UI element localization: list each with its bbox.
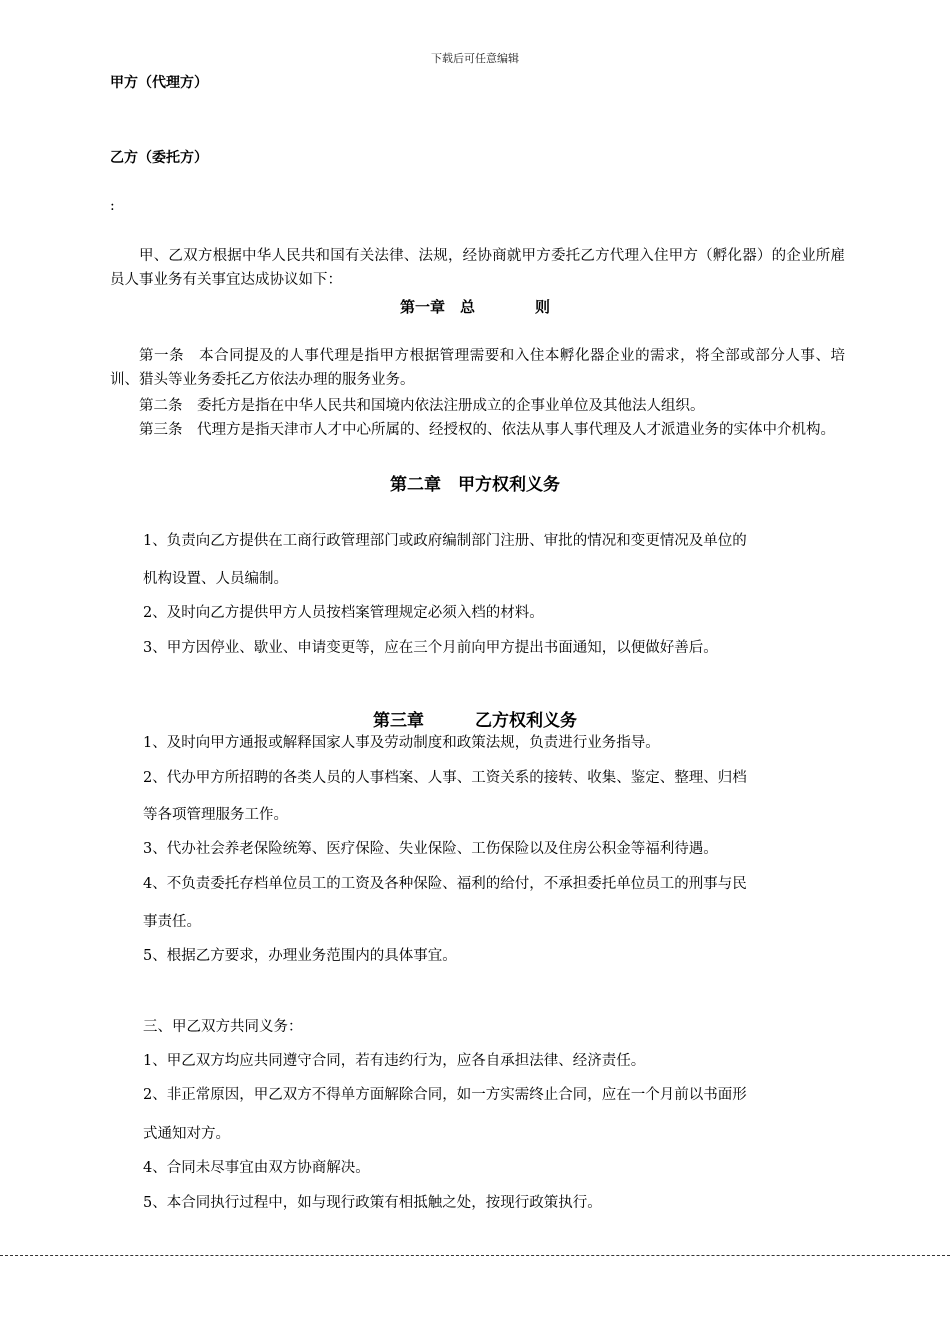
chapter-3-item: 1、及时向甲方通报或解释国家人事及劳动制度和政策法规，负责进行业务指导。: [143, 735, 660, 751]
chapter-3-title: 第三章 乙方权利义务: [373, 711, 577, 731]
section-3-item: 5、本合同执行过程中，如与现行政策有相抵触之处，按现行政策执行。: [143, 1195, 602, 1211]
section-3-item: 2、非正常原因，甲乙双方不得单方面解除合同，如一方实需终止合同，应在一个月前以书面形: [143, 1087, 747, 1103]
section-3-item: 1、甲乙双方均应共同遵守合同，若有违约行为，应各自承担法律、经济责任。: [143, 1053, 646, 1069]
section-3-title: 三、甲乙双方共同义务：: [143, 1019, 303, 1035]
chapter-3-item: 4、不负责委托存档单位员工的工资及各种保险、福利的给付，不承担委托单位员工的刑事与民: [143, 876, 747, 892]
chapter-3-item: 事责任。: [143, 914, 201, 930]
article-2: 第二条 委托方是指在中华人民共和国境内依法注册成立的企事业单位及其他法人组织。: [139, 398, 705, 414]
party-a-label: 甲方（代理方）: [110, 75, 208, 91]
section-3-item: 4、合同未尽事宜由双方协商解决。: [143, 1160, 370, 1176]
page-break-divider: [0, 1255, 950, 1256]
chapter-3-item: 3、代办社会养老保险统筹、医疗保险、失业保险、工伤保险以及住房公积金等福利待遇。: [143, 841, 718, 857]
chapter-3-item: 2、代办甲方所招聘的各类人员的人事档案、人事、工资关系的接转、收集、鉴定、整理、归档: [143, 770, 747, 786]
chapter-2-item: 1、负责向乙方提供在工商行政管理部门或政府编制部门注册、审批的情况和变更情况及单位的: [143, 533, 747, 549]
chapter-1-title: 第一章 总 则: [399, 298, 550, 316]
intro-paragraph: 甲、乙双方根据中华人民共和国有关法律、法规，经协商就甲方委托乙方代理入住甲方（孵化器）的企业所雇员人事业务有关事宜达成协议如下：: [110, 248, 845, 288]
chapter-2-item: 2、及时向乙方提供甲方人员按档案管理规定必须入档的材料。: [143, 605, 544, 621]
party-b-label: 乙方（委托方）: [110, 150, 208, 166]
chapter-3-item: 5、根据乙方要求，办理业务范围内的具体事宜。: [143, 948, 457, 964]
chapter-2-title: 第二章 甲方权利义务: [390, 475, 560, 495]
chapter-2-item: 3、甲方因停业、歇业、申请变更等，应在三个月前向甲方提出书面通知，以便做好善后。: [143, 640, 718, 656]
chapter-2-item: 机构设置、人员编制。: [143, 571, 288, 587]
article-3: 第三条 代理方是指天津市人才中心所属的、经授权的、依法从事人事代理及人才派遣业务的实体中介机构。: [139, 422, 835, 438]
chapter-3-item: 等各项管理服务工作。: [143, 807, 288, 823]
colon-mark: :: [110, 198, 115, 214]
section-3-item: 式通知对方。: [143, 1126, 230, 1142]
article-1: 第一条 本合同提及的人事代理是指甲方根据管理需要和入住本孵化器企业的需求，将全部或部分人事、培训、猎头等业务委托乙方依法办理的服务业务。: [110, 348, 845, 388]
page-header-note: 下载后可任意编辑: [431, 52, 519, 65]
